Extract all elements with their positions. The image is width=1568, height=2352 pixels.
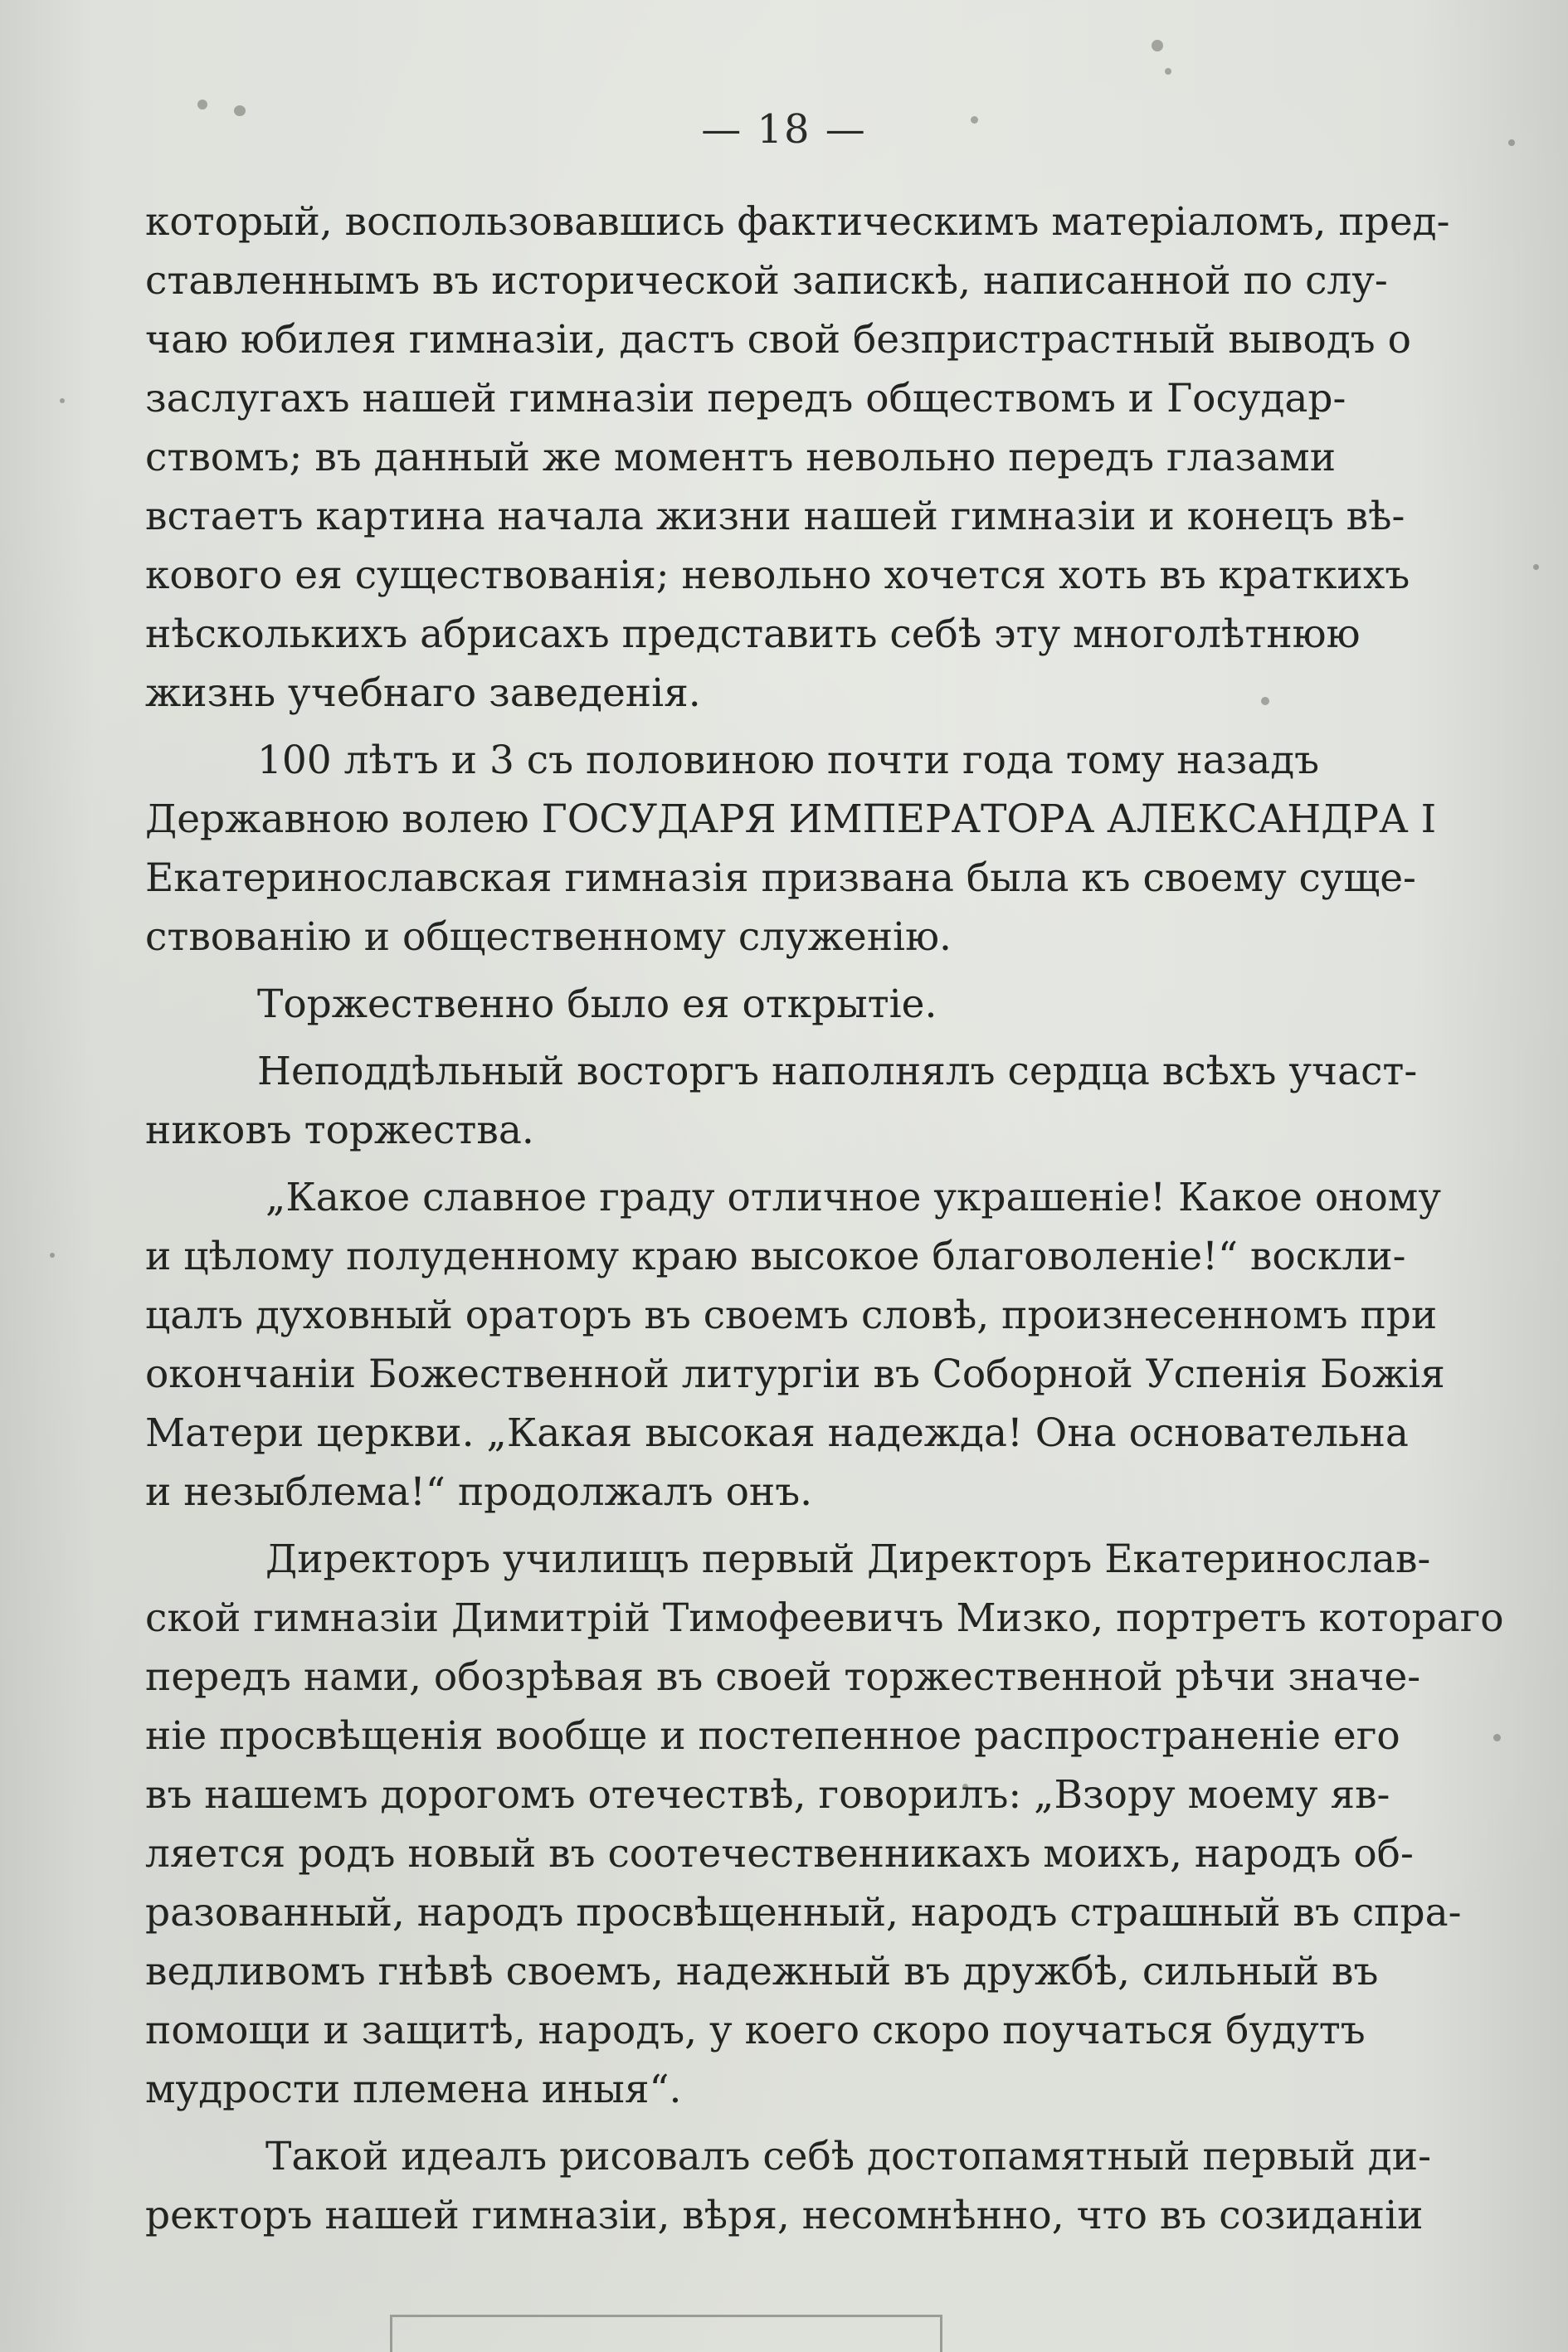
paragraph-1 bbox=[145, 192, 1556, 723]
text-line: жизнь учебнаго заведенія. bbox=[145, 670, 701, 716]
ink-speck bbox=[60, 398, 65, 403]
text-line: „Какое славное граду отличное украшеніе! Какое оному bbox=[265, 1175, 1441, 1220]
text-line: окончаніи Божественной литургіи въ Соборной Успенія Божія bbox=[145, 1351, 1445, 1397]
text-line: 100 лѣтъ и 3 съ половиною почти года тому назадъ bbox=[257, 738, 1320, 783]
text-line: Матери церкви. „Какая высокая надежда! Она основательна bbox=[145, 1410, 1409, 1456]
text-line: передъ нами, обозрѣвая въ своей торжественной рѣчи значе- bbox=[145, 1654, 1421, 1700]
text-line: мудрости племена иныя“. bbox=[145, 2067, 682, 2112]
text-line: встаетъ картина начала жизни нашей гимназіи и конецъ вѣ- bbox=[145, 494, 1405, 539]
text-line: Торжественно было ея открытіе. bbox=[257, 981, 937, 1027]
text-line: ствованію и общественному служенію. bbox=[145, 914, 952, 960]
text-line: заслугахъ нашей гимназіи передъ обществомъ и Государ- bbox=[145, 376, 1346, 421]
text-line: который, воспользовавшись фактическимъ матеріаломъ, пред- bbox=[145, 199, 1450, 245]
text-line: нѣсколькихъ абрисахъ представить себѣ эту многолѣтнюю bbox=[145, 611, 1361, 657]
text-line: Такой идеалъ рисовалъ себѣ достопамятный первый ди- bbox=[265, 2134, 1431, 2179]
text-line: ведливомъ гнѣвѣ своемъ, надежный въ дружбѣ, сильный въ bbox=[145, 1949, 1379, 1994]
paragraph-4 bbox=[145, 1042, 1556, 1160]
text-line: Директоръ училищъ первый Директоръ Екатеринослав- bbox=[265, 1536, 1431, 1582]
text-line: ректоръ нашей гимназіи, вѣря, несомнѣнно, что въ созиданіи bbox=[145, 2193, 1424, 2238]
page-number: — 18 — bbox=[701, 106, 867, 153]
library-stamp bbox=[390, 2315, 942, 2352]
paragraph-2 bbox=[145, 731, 1556, 967]
ink-speck bbox=[1165, 68, 1171, 75]
text-line: и цѣлому полуденному краю высокое благоволеніе!“ воскли- bbox=[145, 1234, 1406, 1279]
text-line: кового ея существованія; невольно хочется хоть въ краткихъ bbox=[145, 553, 1410, 598]
paragraph-3 bbox=[145, 975, 1556, 1034]
text-line: ставленнымъ въ исторической запискѣ, написанной по слу- bbox=[145, 258, 1388, 304]
text-line: цалъ духовный ораторъ въ своемъ словѣ, произнесенномъ при bbox=[145, 1293, 1438, 1338]
text-line: въ нашемъ дорогомъ отечествѣ, говорилъ: „Взору моему яв- bbox=[145, 1772, 1390, 1818]
text-line: ской гимназіи Димитрій Тимофеевичъ Мизко, портретъ котораго bbox=[145, 1595, 1504, 1641]
text-line: Державною волею ГОСУДАРЯ ИМПЕРАТОРА АЛЕКСАНДРА I bbox=[145, 796, 1437, 842]
ink-speck bbox=[1152, 40, 1163, 51]
text-line: чаю юбилея гимназіи, дастъ свой безпристрастный выводъ о bbox=[145, 317, 1411, 363]
text-line: ніе просвѣщенія вообще и постепенное распространеніе его bbox=[145, 1713, 1400, 1759]
paragraph-6 bbox=[145, 1530, 1556, 2119]
text-line: ляется родъ новый въ соотечественникахъ моихъ, народъ об- bbox=[145, 1831, 1414, 1877]
text-line: ствомъ; въ данный же моментъ невольно передъ глазами bbox=[145, 435, 1337, 480]
text-line: и незыблема!“ продолжалъ онъ. bbox=[145, 1469, 813, 1515]
text-line: никовъ торжества. bbox=[145, 1108, 534, 1153]
text-line: Екатеринославская гимназія призвана была къ своему суще- bbox=[145, 855, 1416, 901]
text-line: разованный, народъ просвѣщенный, народъ страшный въ спра- bbox=[145, 1890, 1462, 1936]
body-text bbox=[145, 192, 1556, 2253]
paragraph-5 bbox=[145, 1168, 1556, 1522]
paragraph-7 bbox=[145, 2127, 1556, 2245]
text-line: Неподдѣльный восторгъ наполнялъ сердца всѣхъ участ- bbox=[257, 1049, 1418, 1094]
text-line: помощи и защитѣ, народъ, у коего скоро поучаться будутъ bbox=[145, 2008, 1366, 2053]
ink-speck bbox=[50, 1253, 55, 1258]
